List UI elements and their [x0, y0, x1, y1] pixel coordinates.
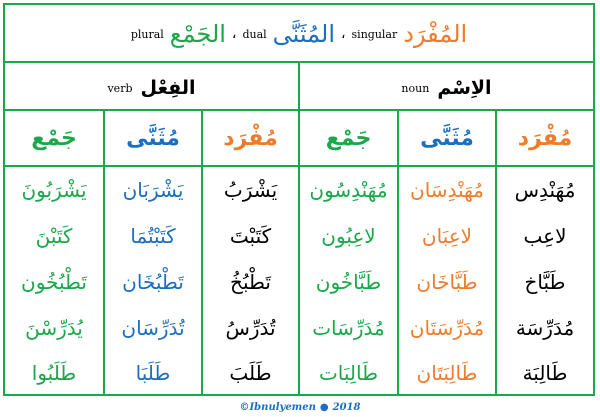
footer-credit [0, 398, 600, 416]
header-verb-singular: مُفْرَد [223, 125, 278, 151]
noun-singular-cell: طَبَّاخ [524, 270, 566, 294]
header-verb-dual: مُثَنَّى [126, 125, 180, 151]
noun-plural-cell: لاعِبُون [321, 224, 376, 248]
header-noun-dual: مُثَنَّى [420, 125, 474, 151]
verb-singular-cell: تُدَرِّسُ [225, 316, 276, 340]
bullet-icon: ● [319, 401, 329, 413]
noun-section-header [300, 63, 593, 113]
verb-dual-cell: كَتَبْتُمَا [130, 224, 176, 248]
noun-singular-cell: مُدَرِّسَة [515, 316, 575, 340]
noun-dual-cell: مُهَنْدِسَان [410, 178, 485, 202]
year: 2018 [332, 401, 361, 413]
verb-label-en: verb [107, 81, 133, 95]
header-noun-singular: مُفْرَد [517, 125, 573, 151]
verb-singular-cell: يَشْرَبُ [223, 178, 278, 202]
noun-singular-cell: لاعِب [523, 224, 567, 248]
verb-plural-cell: يَشْرَبُونَ [21, 178, 87, 202]
verb-plural-cell: كَتَبْنَ [35, 224, 73, 248]
page-title [5, 5, 593, 63]
author-credit: ©Ibnulyemen [239, 401, 316, 413]
noun-dual-cell: مُدَرِّسَتَان [409, 316, 485, 340]
verb-singular-cell: تَطْبُخُ [230, 270, 271, 294]
verb-dual-cell: طَلَبَا [135, 361, 171, 385]
verb-label-ar: الفِعْل [140, 77, 196, 99]
separator: ، [231, 26, 237, 42]
verb-plural-cell: يُدَرِّسْنَ [25, 316, 83, 340]
verb-dual-cell: يَشْرَبَان [122, 178, 184, 202]
noun-plural-cell: طَالِبَات [318, 361, 379, 385]
noun-singular-cell: مُهَنْدِس [514, 178, 576, 202]
noun-dual-cell: لاعِبَان [421, 224, 473, 248]
noun-singular-cell: طَالِبَة [522, 361, 568, 385]
verb-plural-cell: طَلَبُوا [31, 361, 77, 385]
table-frame [3, 3, 595, 396]
header-noun-plural: جَمْع [325, 125, 372, 151]
noun-dual-cell: طَبَّاخَان [416, 270, 478, 294]
verb-plural-cell: تَطْبُخُون [21, 270, 87, 294]
dual-label-en: dual [242, 27, 267, 41]
header-verb-plural: جَمْع [31, 125, 77, 151]
noun-label-ar: الاِسْم [437, 77, 492, 99]
noun-dual-cell: طَالِبَتَان [416, 361, 478, 385]
plural-label-ar: الجَمْع [169, 20, 226, 48]
singular-label-ar: المُفْرَد [403, 20, 468, 48]
noun-label-en: noun [401, 81, 430, 95]
separator: ، [341, 26, 346, 42]
verb-dual-cell: تَطْبُخَان [122, 270, 184, 294]
noun-plural-cell: مُهَنْدِسُون [309, 178, 388, 202]
verb-singular-cell: طَلَبَ [229, 361, 272, 385]
noun-plural-cell: طَبَّاخُون [315, 270, 382, 294]
noun-plural-cell: مُدَرِّسَات [312, 316, 385, 340]
verb-section-header [5, 63, 298, 113]
verb-singular-cell: كَتَبْتَ [229, 224, 272, 248]
verb-dual-cell: تُدَرِّسَان [121, 316, 185, 340]
singular-label-en: singular [351, 27, 398, 41]
plural-label-en: plural [130, 27, 164, 41]
dual-label-ar: المُثَنَّى [272, 20, 335, 48]
